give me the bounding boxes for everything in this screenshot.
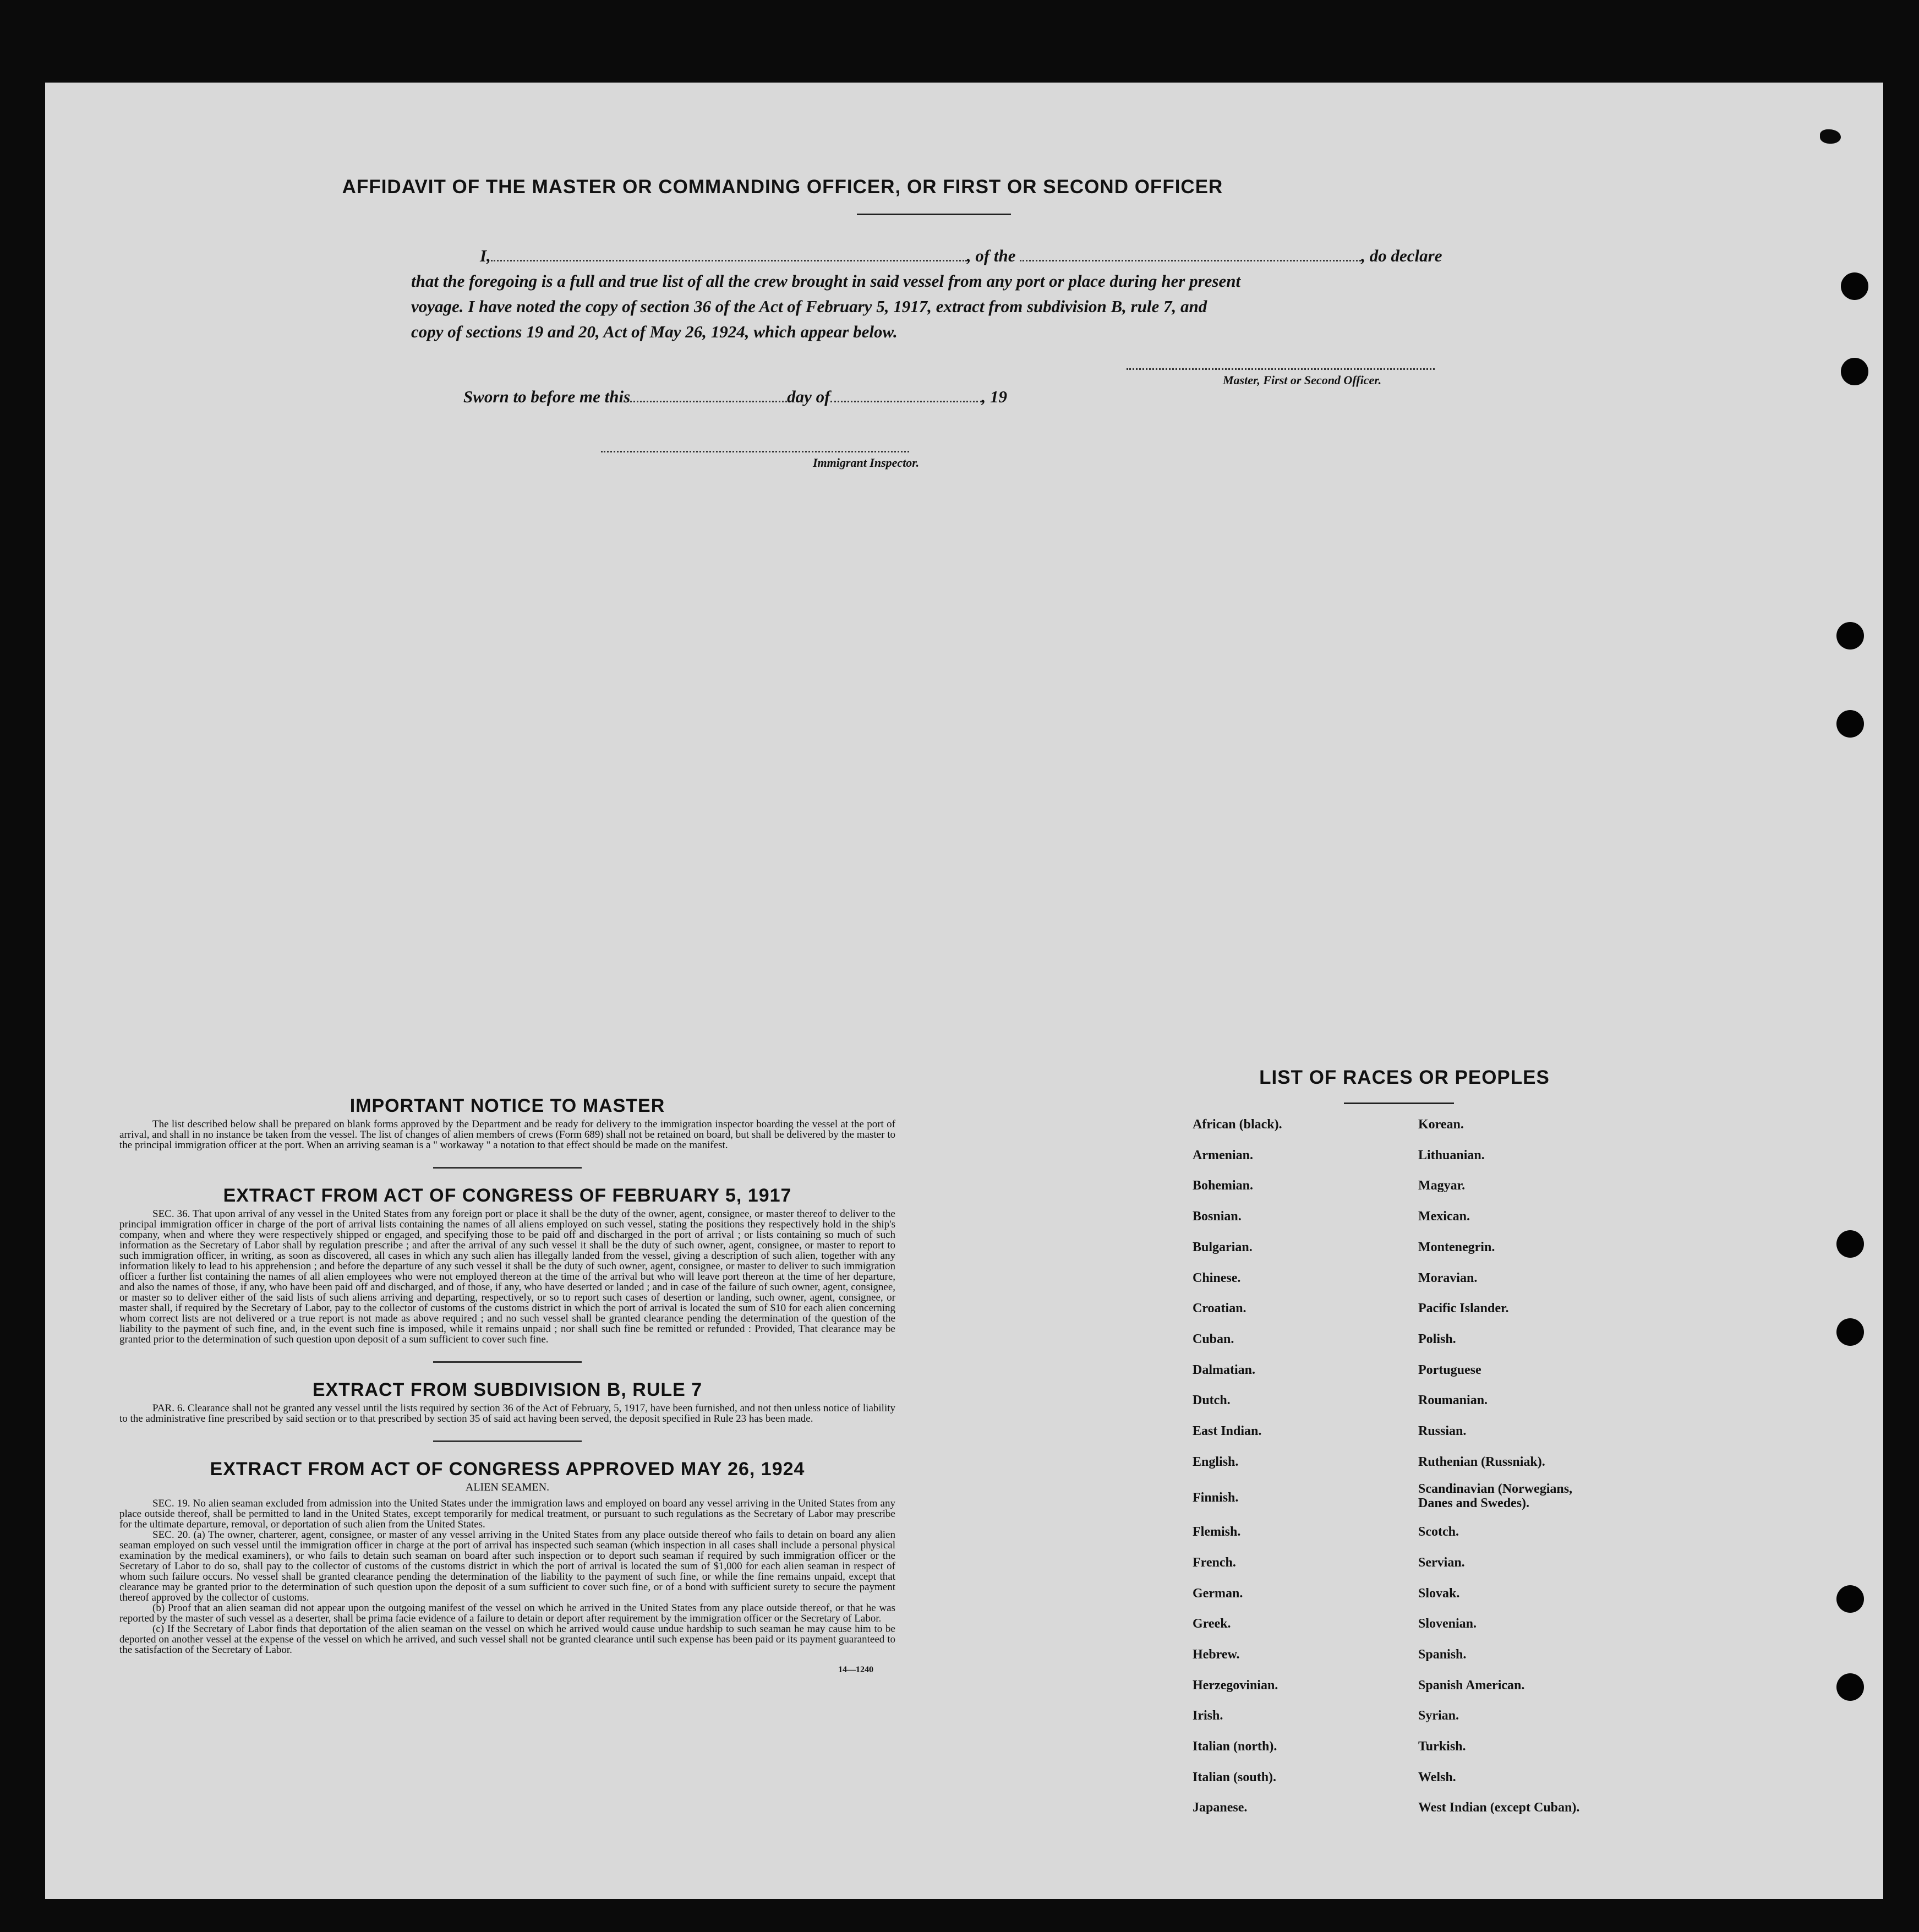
race-item: Welsh.: [1418, 1770, 1456, 1784]
inspector-signature-line[interactable]: [601, 438, 909, 452]
punch-hole: [1836, 1673, 1864, 1701]
extract-1917-text: SEC. 36. That upon arrival of any vessel in the United States from any foreign port or place it shall be the duty of the owner, agent, consignee, or master thereof to deliver to the principal immigration officer in charge of the port of arrival lists containing the names of all aliens employed on such vessel, stating the positions they respectively hold in the ship's company, when and where they were respectively shipped or engaged, and specifying those to be paid off and discharged in the port of arrival ; or lists containing so much of such information as the Secretary of Labor shall by regulation prescribe ; and after the arrival of any such vessel it shall be the duty of such owner, agent, consignee, or master to report to such immigration officer, in writing, as soon as discovered, all cases in which any such alien has illegally landed from the vessel, giving a description of such alien, together with any information likely to lead to his apprehension ; and before the departure of any such vessel it shall be the duty of such owner, agent, consignee, or master to deliver to such immigration officer a further list containing the names of all alien employees who were not employed thereon at the time of the arrival but who will leave port thereon at the time of her departure, and also the names of those, if any, who have been paid off and discharged, and of those, if any, who have deserted or landed ; and in case of the failure of such owner, agent, consignee, or master so to deliver either of the said lists of such aliens arriving and departing, respectively, or so to report such cases of desertion or landing, such owner, agent, consignee, or master shall, if required by the Secretary of Labor, pay to the collector of customs of the customs district in which the port of arrival is located the sum of $10 for each alien concerning whom correct lists are not delivered or a true report is not made as above required ; and no such vessel shall be granted clearance pending the determination of the question of the liability to the payment of such fine, and, in the event such fine is imposed, while it remains unpaid ; nor shall such fine be remitted or refunded : Provided, That clearance may be granted prior to the determination of such question upon deposit of a sum sufficient to cover such fine.: [119, 1208, 895, 1345]
race-item: Syrian.: [1418, 1709, 1459, 1723]
race-item: East Indian.: [1193, 1424, 1262, 1438]
race-item: Korean.: [1418, 1117, 1464, 1132]
race-item: Ruthenian (Russniak).: [1418, 1455, 1545, 1469]
day-of-label: day of: [787, 387, 830, 406]
extract-1917-divider: [433, 1361, 582, 1363]
race-item: Pacific Islander.: [1418, 1301, 1509, 1316]
races-divider: [1344, 1103, 1454, 1104]
declaration-line-4: copy of sections 19 and 20, Act of May 26, 1924, which appear below.: [411, 322, 898, 341]
race-item: Portuguese: [1418, 1363, 1481, 1377]
rule-7-text: PAR. 6. Clearance shall not be granted any vessel until the lists required by section 36 of the Act of February, 5, 1917, have been furnished, and not then unless notice of liability to the administrative fine prescribed by said section or to that prescribed by section 35 of said act having been served, the deposit specified in Rule 23 has been made.: [119, 1402, 895, 1425]
race-item: Bulgarian.: [1193, 1240, 1253, 1254]
race-item: Italian (south).: [1193, 1770, 1277, 1784]
notice-title: IMPORTANT NOTICE TO MASTER: [349, 1095, 665, 1116]
form-number: 14—1240: [838, 1665, 873, 1674]
race-item: Bosnian.: [1193, 1209, 1242, 1224]
affidavit-title: AFFIDAVIT OF THE MASTER OR COMMANDING OFFICER, OR FIRST OR SECOND OFFICER: [342, 176, 1223, 198]
race-item: Irish.: [1193, 1709, 1223, 1723]
notice-text: The list described below shall be prepared on blank forms approved by the Department and be ready for delivery to the immigration inspector boarding the vessel at the port of arrival, and shall in no instance be taken from the vessel. The list of changes of alien members of crews (Form 689) shall not be retained on board, but shall be delivered by the master to the principal immigration officer at the port. When an arriving seaman is a " workaway " a notation to that effect should be made on the manifest.: [119, 1118, 895, 1151]
race-item: Japanese.: [1193, 1800, 1248, 1815]
i-label: I,: [480, 246, 491, 265]
race-item: Herzegovinian.: [1193, 1678, 1278, 1693]
section-20c-text: (c) If the Secretary of Labor finds that deportation of the alien seaman on the vessel on which he arrived would cause undue hardship to such seaman he may cause him to be deported on another vessel at the expense of the vessel on which he arrived, and such vessel shall not be granted clearance until such expense has been paid or its payment guaranteed to the satisfaction of the Secretary of Labor.: [119, 1623, 895, 1656]
race-item: Hebrew.: [1193, 1647, 1240, 1662]
sworn-month-blank[interactable]: [830, 388, 982, 402]
race-item: Mexican.: [1418, 1209, 1470, 1224]
punch-hole: [1836, 622, 1864, 650]
master-signature-line[interactable]: [1127, 355, 1435, 370]
punch-hole: [1841, 272, 1868, 300]
declaration-line-2: that the foregoing is a full and true list of all the crew brought in said vessel from any port or place during her present: [411, 271, 1241, 291]
master-label: Master, First or Second Officer.: [1223, 373, 1382, 387]
torn-corner: [1820, 129, 1841, 144]
race-item: Lithuanian.: [1418, 1148, 1485, 1163]
name-blank[interactable]: [491, 247, 967, 261]
race-item: Roumanian.: [1418, 1393, 1488, 1407]
rule-7-title: EXTRACT FROM SUBDIVISION B, RULE 7: [312, 1379, 703, 1400]
race-item: West Indian (except Cuban).: [1418, 1800, 1580, 1815]
section-20b-text: (b) Proof that an alien seaman did not appear upon the outgoing manifest of the vessel on which he arrived in the United States from any place outside thereof, or that he was reported by the master of such vessel as a deserter, shall be prima facie evidence of a failure to detain or deport after requirement by the immigration officer or the Secretary of Labor.: [119, 1602, 895, 1624]
race-item: Finnish.: [1193, 1491, 1239, 1505]
punch-hole: [1836, 1230, 1864, 1258]
race-item: African (black).: [1193, 1117, 1282, 1132]
race-item: Russian.: [1418, 1424, 1467, 1438]
race-item: Armenian.: [1193, 1148, 1253, 1163]
punch-hole: [1836, 710, 1864, 738]
race-item: Slovak.: [1418, 1586, 1460, 1601]
race-item: Spanish American.: [1418, 1678, 1525, 1693]
race-item: Dutch.: [1193, 1393, 1231, 1407]
section-20a-text: SEC. 20. (a) The owner, charterer, agent, consignee, or master of any vessel arriving in the United States from any place outside thereof who fails to detain on board any alien seaman employed on such vessel until the immigration officer in charge at the port of arrival has inspected such seaman (which inspection in all cases shall include a personal physical examination by the medical examiners), or who fails to detain such seaman on board after such inspection or to deport such seaman if required by such immigration officer or the Secretary of Labor to do so, shall pay to the collector of customs of the customs district in which the port of arrival is located the sum of $1,000 for each alien seaman in respect of whom such failure occurs. No vessel shall be granted clearance pending the determination of the liability to the payment of such fine, or while the fine remains unpaid, except that clearance may be granted prior to the determination of such question upon the deposit of a sum sufficient to cover such fine, or of a bond with sufficient surety to secure the payment thereof approved by the collector of customs.: [119, 1529, 895, 1603]
legal-column: [119, 1095, 895, 1675]
race-item: Scotch.: [1418, 1525, 1459, 1539]
race-item: Dalmatian.: [1193, 1363, 1255, 1377]
race-item: Turkish.: [1418, 1739, 1466, 1754]
race-item: English.: [1193, 1455, 1239, 1469]
section-19-text: SEC. 19. No alien seaman excluded from admission into the United States under the immigration laws and employed on board any vessel arriving in the United States from any place outside thereof, shall be permitted to land in the United States, except temporarily for medical treatment, or pursuant to such regulations as the Secretary of Labor may prescribe for the ultimate departure, removal, or deportation of such alien from the United States.: [119, 1498, 895, 1530]
races-left-column: [1193, 1117, 1413, 1932]
punch-hole: [1836, 1318, 1864, 1346]
races-right-column: [1418, 1117, 1649, 1932]
race-item: Servian.: [1418, 1556, 1465, 1570]
inspector-label: Immigrant Inspector.: [813, 456, 920, 470]
race-item: Bohemian.: [1193, 1178, 1254, 1193]
punch-hole: [1836, 1585, 1864, 1613]
race-item: Chinese.: [1193, 1271, 1241, 1285]
punch-hole: [1841, 358, 1868, 385]
races-title: LIST OF RACES OR PEOPLES: [1259, 1067, 1550, 1088]
extract-1924-title: EXTRACT FROM ACT OF CONGRESS APPROVED MAY 26, 1924: [210, 1459, 805, 1480]
extract-1924-subtitle: ALIEN SEAMEN.: [465, 1481, 550, 1493]
race-item: Italian (north).: [1193, 1739, 1277, 1754]
sworn-line: [463, 387, 1007, 407]
of-the-label: , of the: [966, 246, 1016, 265]
rule-7-divider: [433, 1440, 582, 1442]
race-item: Croatian.: [1193, 1301, 1246, 1316]
race-item: Greek.: [1193, 1617, 1231, 1631]
sworn-label: Sworn to before me this: [463, 387, 631, 406]
race-item: Magyar.: [1418, 1178, 1466, 1193]
sworn-day-blank[interactable]: [630, 388, 787, 402]
race-item: Montenegrin.: [1418, 1240, 1495, 1254]
race-item: Polish.: [1418, 1332, 1456, 1346]
race-item: German.: [1193, 1586, 1243, 1601]
year-label: , 19: [981, 387, 1007, 406]
title-divider: [857, 214, 1011, 215]
extract-1917-title: EXTRACT FROM ACT OF CONGRESS OF FEBRUARY 5, 1917: [223, 1185, 792, 1206]
declaration-line-3: voyage. I have noted the copy of section 36 of the Act of February 5, 1917, extract from subdivision B, rule 7, and: [411, 297, 1207, 316]
race-item: French.: [1193, 1556, 1236, 1570]
race-item: Moravian.: [1418, 1271, 1478, 1285]
race-item: Spanish.: [1418, 1647, 1467, 1662]
affidavit-declaration: [411, 243, 1490, 345]
do-declare-label: , do declare: [1361, 246, 1442, 265]
form-page: [45, 83, 1883, 1899]
vessel-blank[interactable]: [1020, 247, 1361, 261]
race-item: Scandinavian (Norwegians, Danes and Swedes).: [1418, 1482, 1573, 1510]
race-item: Flemish.: [1193, 1525, 1241, 1539]
race-item: Slovenian.: [1418, 1617, 1477, 1631]
race-item: Cuban.: [1193, 1332, 1234, 1346]
notice-divider: [433, 1167, 582, 1169]
